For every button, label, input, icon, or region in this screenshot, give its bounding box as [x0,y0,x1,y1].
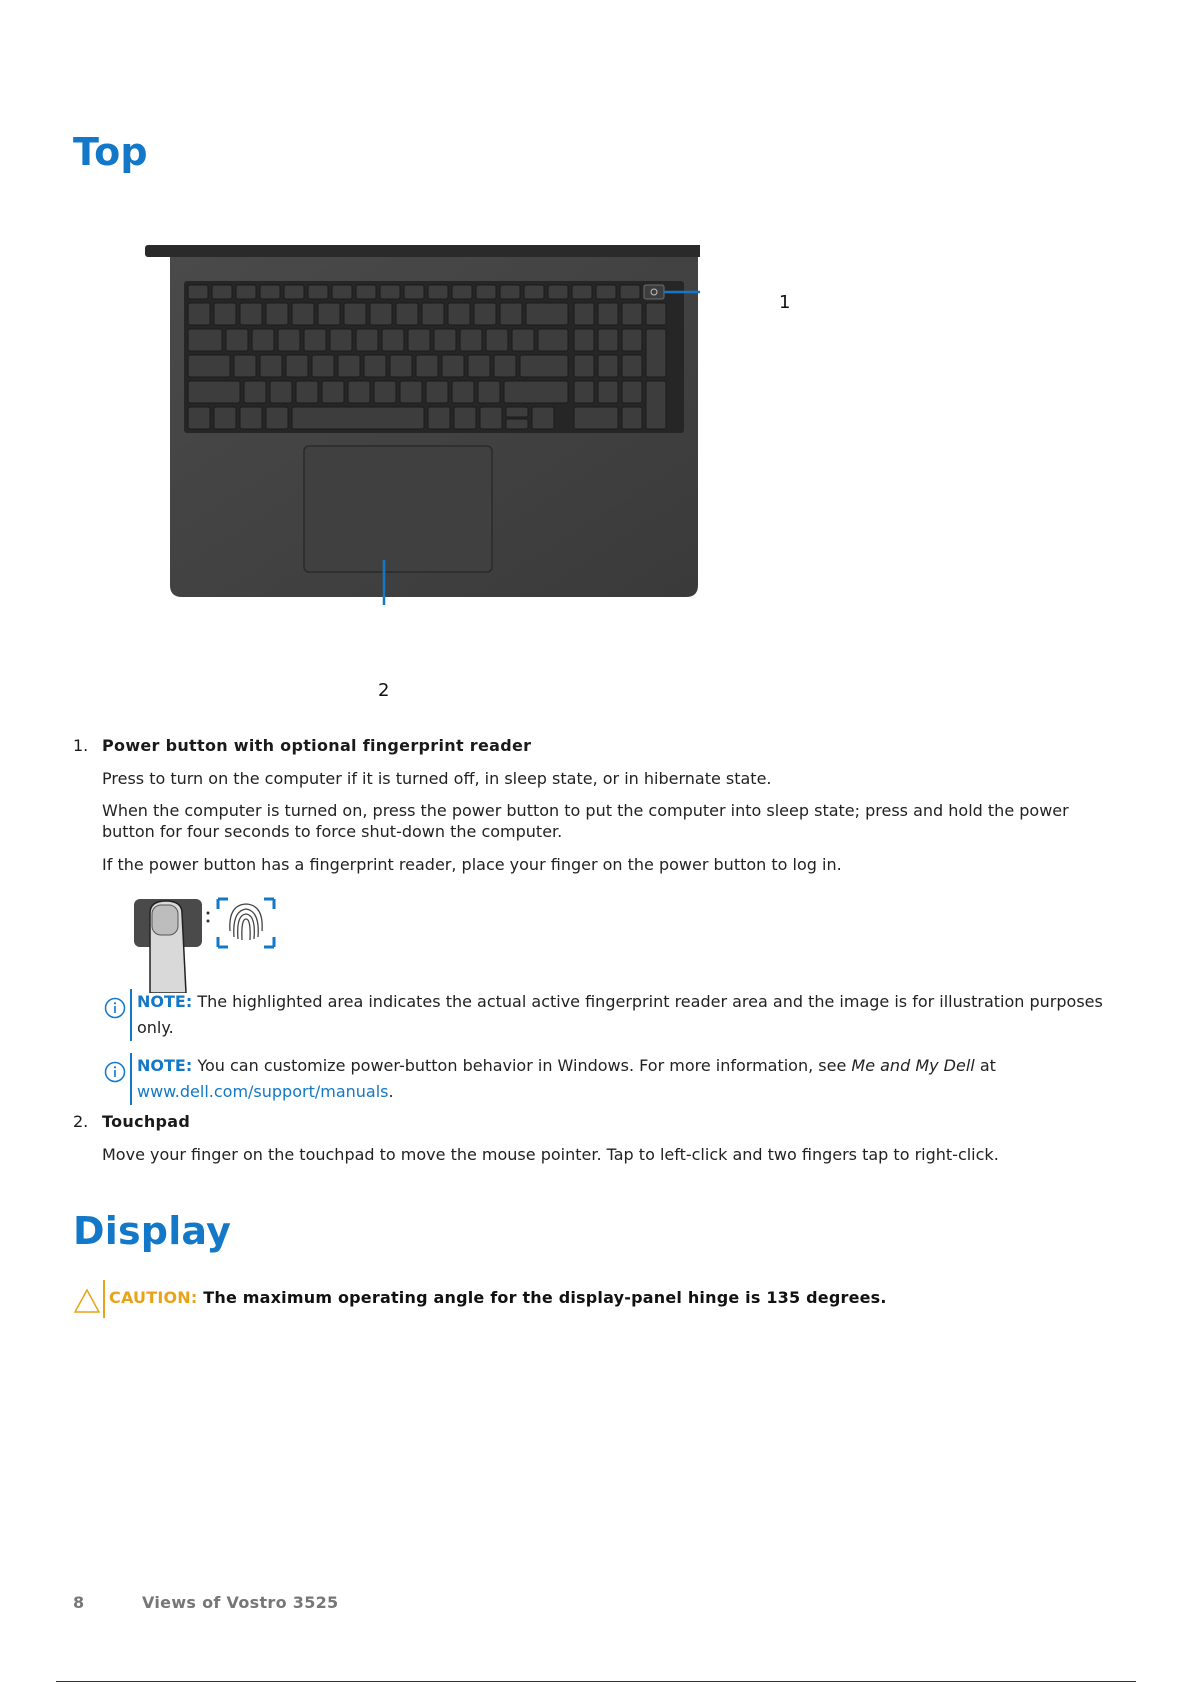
list-number-1: 1. [73,736,89,755]
item-paragraph: Move your finger on the touchpad to move the mouse pointer. Tap to left-click and two fingers tap to right-click. [102,1145,999,1164]
section-title-display: Display [73,1209,232,1253]
note-bar [130,1053,132,1105]
item-paragraph: Press to turn on the computer if it is turned off, in sleep state, or in hibernate state. [102,769,772,788]
note-text [137,989,1137,1041]
note-body: at [974,1056,996,1075]
footer-chapter-title: Views of Vostro 3525 [142,1593,339,1612]
note-bar [130,989,132,1041]
item-title-touchpad: Touchpad [102,1112,191,1131]
note-label: NOTE: [137,992,193,1011]
caution-bar [103,1280,105,1318]
note-italic: Me and My Dell [851,1056,975,1075]
caution-label: CAUTION: [109,1288,198,1307]
item-paragraph: If the power button has a fingerprint reader, place your finger on the power button to log in. [102,855,842,874]
note-text [137,1053,1137,1105]
note-body: . [388,1082,394,1101]
page-number: 8 [73,1593,85,1612]
note-body: You can customize power-button behavior in Windows. For more information, see [192,1056,852,1075]
fingerprint-illustration [128,893,288,993]
item-title-power-button: Power button with optional fingerprint reader [102,736,532,755]
note-fingerprint-area [102,989,1112,1041]
support-manuals-link[interactable]: www.dell.com/support/manuals [137,1082,389,1101]
list-number-2: 2. [73,1112,89,1131]
caution-text [109,1288,887,1307]
note-label: NOTE: [137,1056,193,1075]
info-icon [104,1061,126,1083]
section-title-top: Top [73,130,148,174]
laptop-top-view-illustration [140,245,700,605]
note-body: The highlighted area indicates the actual active fingerprint reader area and the image is for illustration purposes only. [137,992,1103,1037]
info-icon [104,997,126,1019]
callout-label-1: 1 [779,292,791,313]
item-paragraph: When the computer is turned on, press the power button to put the computer into sleep state; press and hold the power button for four seconds to force shut-down the computer. [102,801,1069,841]
note-power-button-behavior [102,1053,1112,1105]
callout-label-2: 2 [378,680,390,701]
warning-triangle-icon [73,1288,101,1314]
caution-body: The maximum operating angle for the display-panel hinge is 135 degrees. [197,1288,887,1307]
caution-block [73,1280,1123,1318]
footer-rule [56,1681,1136,1682]
